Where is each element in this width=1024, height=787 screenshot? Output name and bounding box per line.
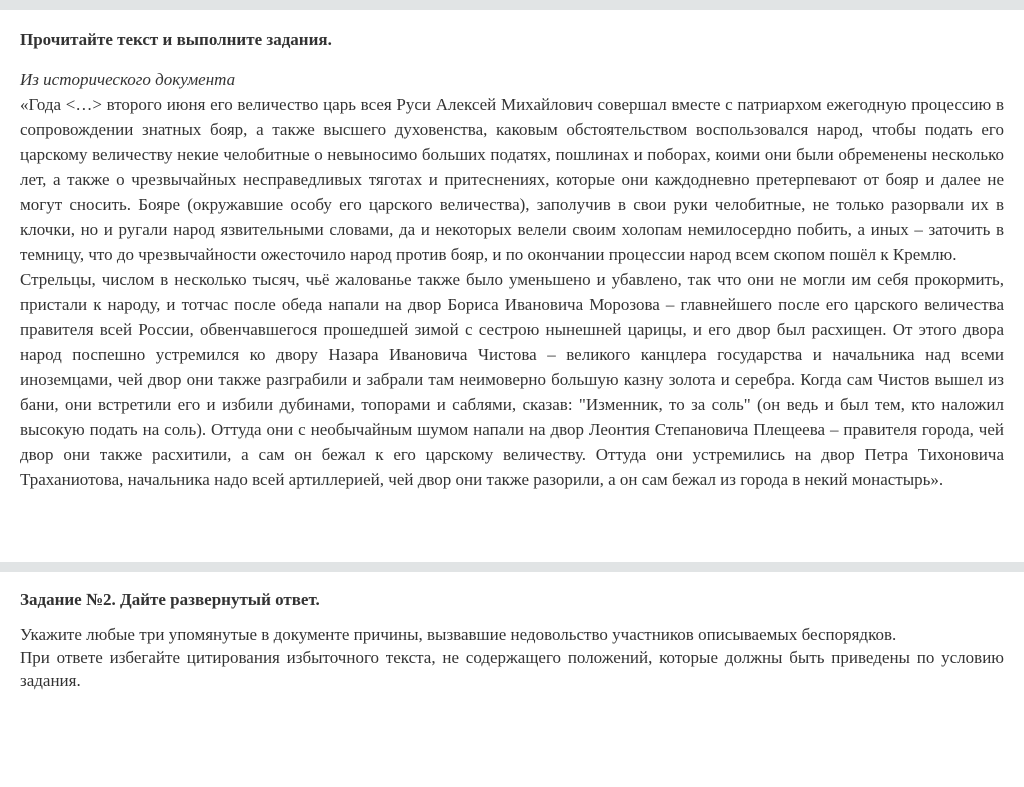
document-paragraph: «Года <…> второго июня его величество царь всея Руси Алексей Михайлович совершал вместе с патриархом ежегодную процессию в сопровождении знатных бояр, а также высшего духовенства, каковым обстоятельством воспользовался народ, чтобы подать его царскому величеству некие челобитные о невыносимо больших податях, пошлинах и поборах, коими они были обременены несколько лет, а также о чрезвычайных несправедливых тяготах и притеснениях, которые они каждодневно претерпевают от бояр и далее не могут сносить. Бояре (окружавшие особу его царского величества), заполучив в свои руки челобитные, не только разорвали их в клочки, но и ругали народ язвительными словами, да и некоторых велели своим холопам немилосердно побить, а иных – заточить в темницу, что до чрезвычайности ожесточило народ против бояр, и по окончании процессии народ всем скопом пошёл к Кремлю. (20, 95, 1004, 264)
document-section (0, 10, 1024, 492)
task-heading: Задание №2. Дайте развернутый ответ. (20, 590, 320, 609)
source-label: Из исторического документа (20, 70, 236, 89)
document-paragraph: Стрельцы, числом в несколько тысяч, чьё жалованье также было уменьшено и убавлено, так что они не могли им себя прокормить, пристали к народу, и тотчас после обеда напали на двор Бориса Ивановича Морозова – главнейшего после его царского величества правителя всей России, обвенчавшегося прошедшей зимой с сестрою нынешней царицы, и его двор был расхищен. От этого двора народ поспешно устремился ко двору Назара Ивановича Чистова – великого канцлера государства и начальника над всеми иноземцами, чей двор они также разграбили и забрали там неимоверно большую казну золота и серебра. Когда сам Чистов вышел из бани, они встретили его и избили дубинами, топорами и саблями, сказав: "Изменник, то за соль" (он ведь и был тем, кто наложил высокую подать на соль). Оттуда они с необычайным шумом напали на двор Леонтия Степановича Плещеева – правителя города, чей двор они также расхитили, а сам он бежал к его царскому величеству. Оттуда они устремились на двор Петра Тихоновича Траханиотова, начальника надо всей артиллерией, чей двор они также разорили, а он сам бежал из города в некий монастырь». (20, 270, 1004, 489)
task-text: Укажите любые три упомянутые в документе причины, вызвавшие недовольство участников описываемых беспорядков. (20, 625, 897, 644)
section-divider (0, 562, 1024, 572)
instructions-heading: Прочитайте текст и выполните задания. (20, 30, 332, 49)
task-section (0, 572, 1024, 692)
task-note: При ответе избегайте цитирования избыточного текста, не содержащего положений, которые должны быть приведены по условию задания. (20, 648, 1004, 690)
top-bar (0, 0, 1024, 10)
